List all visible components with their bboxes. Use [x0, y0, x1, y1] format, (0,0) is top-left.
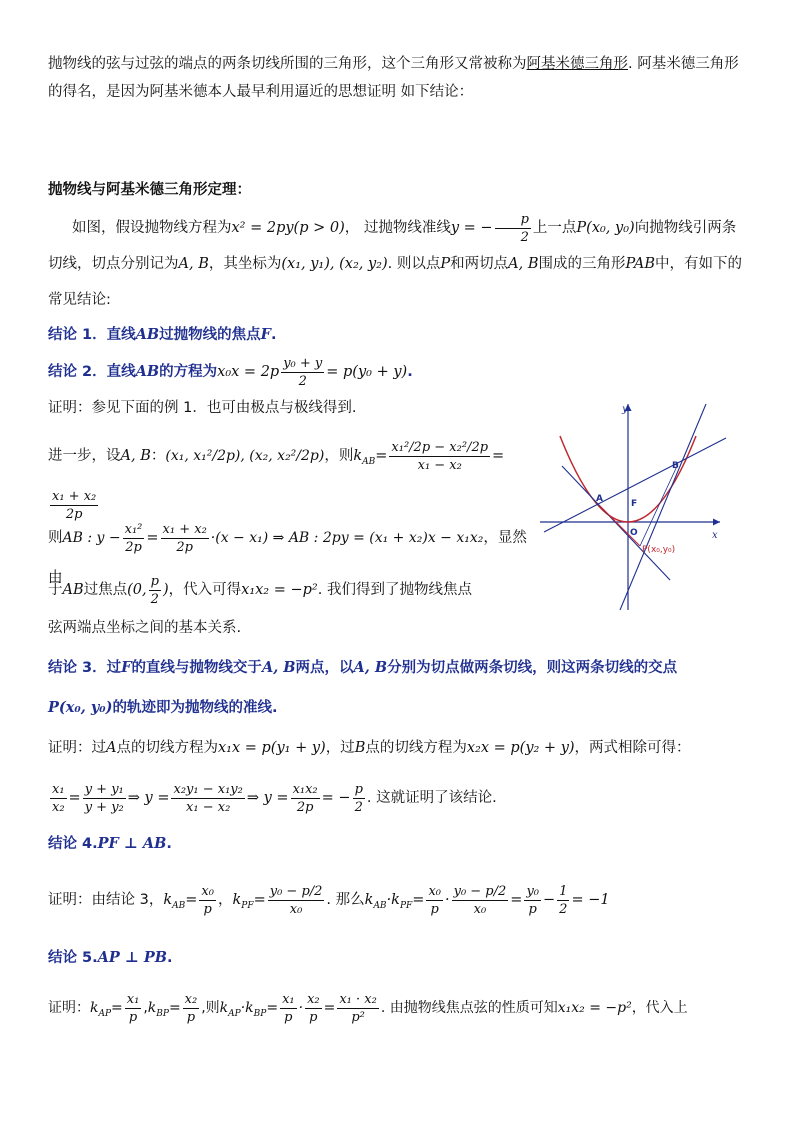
focus-frac: [149, 573, 161, 608]
setup-text-d: 向抛物线引两条切线，切点分别记为: [48, 220, 737, 272]
tangent-coords: (x₁, y₁), (x₂, y₂): [281, 256, 388, 272]
line-ab-text-a: 则: [48, 530, 63, 546]
c3-ab-2: A, B: [353, 659, 388, 676]
p4-frac5: [524, 883, 541, 918]
focus-ab: AB: [62, 582, 84, 598]
p4-dot: ·: [444, 892, 450, 908]
p4-eq1: =: [185, 892, 198, 908]
step-points: (x₁, x₁²/2p), (x₂, x₂²/2p): [165, 448, 325, 464]
k-ab: k: [353, 448, 363, 464]
c1-label: 结论 1．直线: [48, 327, 136, 343]
c2-lhs: x₀x = 2p: [217, 364, 280, 380]
slope-derivation: 进一步，设A, B：(x₁, x₁²/2p), (x₂, x₂²/2p)，则$k_{AB}=$ $\frac{\text{x₁²/2p − x₂²/2p}}{\text{x₁ − x₂}}$ = $\frac{\text{x₁ + x₂}}{2p}$: [48, 439, 505, 523]
c1-end: .: [270, 327, 277, 343]
focus-pt-left: (0,: [127, 582, 147, 598]
archimedes-triangle-link[interactable]: 阿基米德三角形: [526, 56, 628, 72]
c2-frac: [281, 355, 324, 390]
k-pf: k: [232, 892, 242, 908]
frac-num: x₀: [201, 883, 214, 899]
k-prod-sub1: AP: [228, 1008, 241, 1019]
intro-paragraph: [48, 50, 748, 106]
k-bp: k: [147, 1000, 157, 1016]
frac-num: y₀: [526, 883, 539, 899]
intro-text-1: 抛物线的弦与过弦的端点的两条切线所围的三角形，这个三角形又常被称为: [48, 56, 527, 72]
p3-end: . 这就证明了该结论.: [366, 790, 497, 806]
p5-comma: ,: [143, 1000, 148, 1016]
label-b: B: [672, 461, 679, 471]
proof-3-derivation: [48, 776, 748, 820]
frac-den: x₁ − x₂: [417, 457, 462, 473]
p3-arrow1: ⇒ y =: [127, 790, 170, 806]
proof3-text-e: ，两式相除可得：: [574, 740, 691, 756]
frac-den: 2p: [296, 799, 314, 815]
c5-end: .: [166, 950, 173, 966]
frac-den: 2p: [176, 539, 193, 555]
p4-frac1: [199, 883, 216, 918]
frac-num: y₀ − p/2: [269, 883, 323, 899]
frac-den: p: [203, 901, 212, 917]
p4-eq2: =: [253, 892, 266, 908]
p5-frac3: [280, 991, 297, 1026]
proof3-b: B: [354, 740, 366, 756]
tangent-b-equation: x₂x = p(y₂ + y): [466, 740, 575, 756]
setup-text-a: 如图，假设抛物线方程为: [72, 220, 232, 236]
setup-text-h: 围成的三角形: [538, 256, 626, 272]
c1-ab: AB: [135, 326, 160, 343]
line-ab-text-b: ，显然由: [48, 530, 527, 586]
frac-den: p: [309, 1009, 318, 1025]
y-axis-label: y: [622, 404, 628, 415]
k-pf-sub: PF: [241, 900, 254, 911]
frac-den: p: [430, 901, 439, 917]
focus-text-d: . 我们得到了抛物线焦点: [317, 582, 472, 598]
p3-frac1: [50, 781, 67, 816]
directrix-frac: [495, 211, 531, 246]
line-ab-right: ·(x − x₁) ⇒ AB : 2py = (x₁ + x₂)x − x₁x₂: [210, 530, 484, 546]
conclusion-4: [48, 830, 748, 858]
p4-frac3: [426, 883, 443, 918]
setup-text-f: . 则以点: [387, 256, 441, 272]
c4-equation: PF ⊥ AB: [97, 835, 167, 852]
p5-frac5: [337, 991, 378, 1026]
frac-den: x₀: [289, 901, 303, 917]
parabola-equation: x² = 2py(p > 0): [231, 220, 345, 236]
frac-num: x₁: [282, 991, 295, 1007]
c5-equation: AP ⊥ PB: [97, 949, 167, 966]
points-ab: A, B: [178, 256, 209, 272]
line-ab-left: AB : y −: [62, 530, 121, 546]
chord-ab: [544, 438, 726, 532]
proof5-text-b: ,则: [201, 1000, 220, 1016]
label-a: A: [596, 494, 603, 504]
c3-ab: A, B: [261, 659, 296, 676]
p4-frac2: [268, 883, 325, 918]
frac-den: 2: [150, 591, 159, 607]
p4-result: = −1: [571, 892, 610, 908]
frac-num: x₁²: [124, 521, 143, 537]
focus-conclusion: 弦两端点坐标之间的基本关系.: [48, 620, 242, 636]
tangent-a-equation: x₁x = p(y₁ + y): [217, 740, 326, 756]
p4-frac4: [452, 883, 509, 918]
archimedes-triangle-figure: [540, 398, 730, 613]
proof4-text-a: 证明：由结论 3，: [48, 892, 164, 908]
c3-f: F: [121, 659, 132, 676]
frac-num: x₁: [52, 781, 65, 797]
side-ap: [600, 506, 640, 546]
focus-substitution: [48, 570, 528, 610]
k-ab-sub: AB: [362, 456, 376, 467]
frac-den: p: [284, 1009, 293, 1025]
p5-frac1: [125, 991, 142, 1026]
setup-text-e: ，其坐标为: [208, 256, 282, 272]
c2-mid: 的方程为: [159, 364, 218, 380]
k-prod-dot: ·k: [240, 1000, 254, 1016]
proof3-a: A: [106, 740, 117, 756]
step-text-a: 进一步，设: [48, 448, 121, 464]
setup-paragraph: [48, 210, 748, 318]
frac-den: 2: [559, 901, 568, 917]
conclusion-1: [48, 321, 748, 349]
label-f: F: [631, 499, 638, 509]
p5-frac2: [183, 991, 200, 1026]
line-ab-frac2: [161, 521, 209, 556]
p5-eq4: =: [323, 1000, 336, 1016]
p5-equation: x₁x₂ = −p²: [557, 1000, 632, 1016]
label-o: O: [630, 528, 638, 538]
frac-den: y + y₂: [84, 799, 124, 815]
x-axis-label: x: [712, 530, 718, 541]
c2-ab: AB: [135, 363, 160, 380]
frac-num: x₁: [126, 991, 140, 1007]
p5-eq1: =: [111, 1000, 123, 1016]
c3-text-c: 两点，以: [295, 660, 354, 676]
directrix-left: y = −: [450, 220, 493, 236]
frac-num: p: [495, 211, 531, 229]
proof3-text-c: ，过: [325, 740, 355, 756]
setup-text-g: 和两切点: [450, 256, 509, 272]
p4-eq3: =: [412, 892, 425, 908]
p5-eq3: =: [266, 1000, 279, 1016]
proof-2: 证明：参见下面的例 1．也可由极点与极线得到.: [48, 400, 357, 416]
setup-text-b: ， 过抛物线准线: [344, 220, 451, 236]
setup-text-c: 上一点: [532, 220, 577, 236]
proof3-text-b: 点的切线方程为: [116, 740, 218, 756]
proof5-text-d: ，代入上: [631, 1000, 688, 1016]
proof-5: [48, 986, 748, 1036]
p3-eq2: = −: [321, 790, 351, 806]
p5-dot: ·: [298, 1000, 304, 1016]
c4-end: .: [166, 836, 172, 852]
step-ab: A, B: [120, 448, 151, 464]
label-p: P(x₀,y₀): [642, 545, 676, 555]
focus-text-c: ，代入可得: [168, 582, 242, 598]
theorem-title: 抛物线与阿基米德三角形定理：: [48, 182, 251, 198]
frac-den: 2: [354, 799, 363, 815]
frac-den: p: [528, 901, 537, 917]
frac-num: x₁²/2p − x₂²/2p: [391, 439, 489, 455]
c4-label: 结论 4.: [48, 836, 98, 852]
intro-text-2: . 阿基米德三角形的得名，是因为阿基米德本人最早利用逼近的思想证明 如下结论：: [48, 56, 739, 100]
c1-mid: 过抛物线的焦点: [159, 327, 261, 343]
k-prod-sub2: BP: [253, 1008, 267, 1019]
proof3-text-a: 证明：过: [48, 740, 106, 756]
proof5-text-c: . 由抛物线焦点弦的性质可知: [380, 1000, 558, 1016]
p3-eq1: =: [68, 790, 81, 806]
setup-text-i: 中，有如下的常见结论:: [48, 256, 743, 308]
frac-num: x₁x₂: [292, 781, 318, 797]
proof-3: [48, 734, 748, 762]
k-prod-sub2: PF: [399, 900, 413, 911]
frac-num: y + y₁: [84, 781, 124, 797]
k-prod: k: [219, 1000, 229, 1016]
proof4-text-c: . 那么: [326, 892, 365, 908]
c3-text-e: 的轨迹即为抛物线的准线.: [112, 700, 278, 716]
c1-f: F: [260, 326, 271, 343]
c3-text-b: 的直线与抛物线交于: [131, 660, 262, 676]
conclusion-5: [48, 944, 748, 972]
frac-num: x₁ + x₂: [162, 521, 207, 537]
frac-num: x₂: [307, 991, 320, 1007]
p5-frac4: [305, 991, 322, 1026]
frac-num: x₀: [428, 883, 441, 899]
focus-equation: x₁x₂ = −p²: [241, 582, 318, 598]
k-ap: k: [90, 1000, 99, 1016]
p3-frac4: [291, 781, 320, 816]
frac-num: x₂y₁ − x₁y₂: [173, 781, 243, 797]
frac-den: 2p: [65, 507, 83, 523]
frac-den: 2: [520, 229, 529, 245]
step-text-b: ：: [150, 448, 166, 464]
c3-text-d: 分别为切点做两条切线，则这两条切线的交点: [387, 660, 678, 676]
focus-pt-right: ): [162, 582, 169, 598]
point-p: P(x₀, y₀): [576, 220, 635, 236]
c5-label: 结论 5.: [48, 950, 98, 966]
step-text-c: ，则: [324, 448, 354, 464]
c3-point-p: P(x₀, y₀): [48, 699, 113, 716]
k-prod-sub1: AB: [373, 900, 387, 911]
triangle-pab: PAB: [625, 256, 656, 272]
frac-num: p: [354, 781, 363, 797]
line-ab-frac1: [123, 521, 145, 556]
conclusion-3: [48, 648, 748, 728]
frac-den: p: [128, 1009, 138, 1025]
frac-den: p: [186, 1009, 196, 1025]
c2-rhs: = p(y₀ + y): [326, 364, 408, 380]
frac-num: 1: [559, 883, 568, 899]
k-ab-sub: AB: [172, 900, 186, 911]
p4-minus: −: [543, 892, 556, 908]
p3-arrow2: ⇒ y =: [246, 790, 289, 806]
k-bp-sub: BP: [156, 1008, 169, 1019]
p5-eq2: =: [168, 1000, 181, 1016]
focus-text-b: 过焦点: [83, 582, 128, 598]
frac-num: x₂: [184, 991, 198, 1007]
tangent-a: [562, 466, 670, 580]
focus-text-a: 于: [48, 582, 63, 598]
conclusion-2: [48, 354, 748, 390]
p3-frac5: [353, 781, 365, 816]
k-prod-dot: ·k: [386, 892, 400, 908]
proof3-text-d: 点的切线方程为: [365, 740, 467, 756]
frac-num: p: [150, 573, 159, 589]
frac-num: x₁ · x₂: [339, 991, 377, 1007]
c3-text-a: 结论 3．过: [48, 660, 122, 676]
side-bp: [640, 464, 678, 546]
proof5-text-a: 证明：: [48, 1000, 90, 1016]
k-prod: k: [364, 892, 374, 908]
k-ap-sub: AP: [98, 1008, 112, 1019]
frac-num: y₀ + y: [283, 355, 323, 371]
frac-num: y₀ − p/2: [453, 883, 507, 899]
k-ab: k: [163, 892, 173, 908]
line-ab-eq: =: [146, 530, 159, 546]
k-ab-frac: [389, 439, 490, 474]
p3-frac3: [171, 781, 244, 816]
frac-den: x₀: [473, 901, 487, 917]
c2-label: 结论 2．直线: [48, 364, 136, 380]
frac-den: 2p: [125, 539, 142, 555]
p4-eq4: =: [510, 892, 523, 908]
frac-den: x₂: [52, 799, 65, 815]
frac-den: 2: [298, 373, 307, 389]
frac-den: p²: [351, 1009, 365, 1025]
proof-4: [48, 878, 748, 928]
point-p-label: P: [440, 256, 451, 272]
proof4-text-b: ，: [217, 892, 233, 908]
p4-frac6: [557, 883, 569, 918]
frac-den: x₁ − x₂: [186, 799, 231, 815]
c2-end: .: [407, 364, 413, 380]
frac-num: x₁ + x₂: [52, 489, 97, 505]
points-ab-2: A, B: [508, 256, 539, 272]
p3-frac2: [83, 781, 126, 816]
